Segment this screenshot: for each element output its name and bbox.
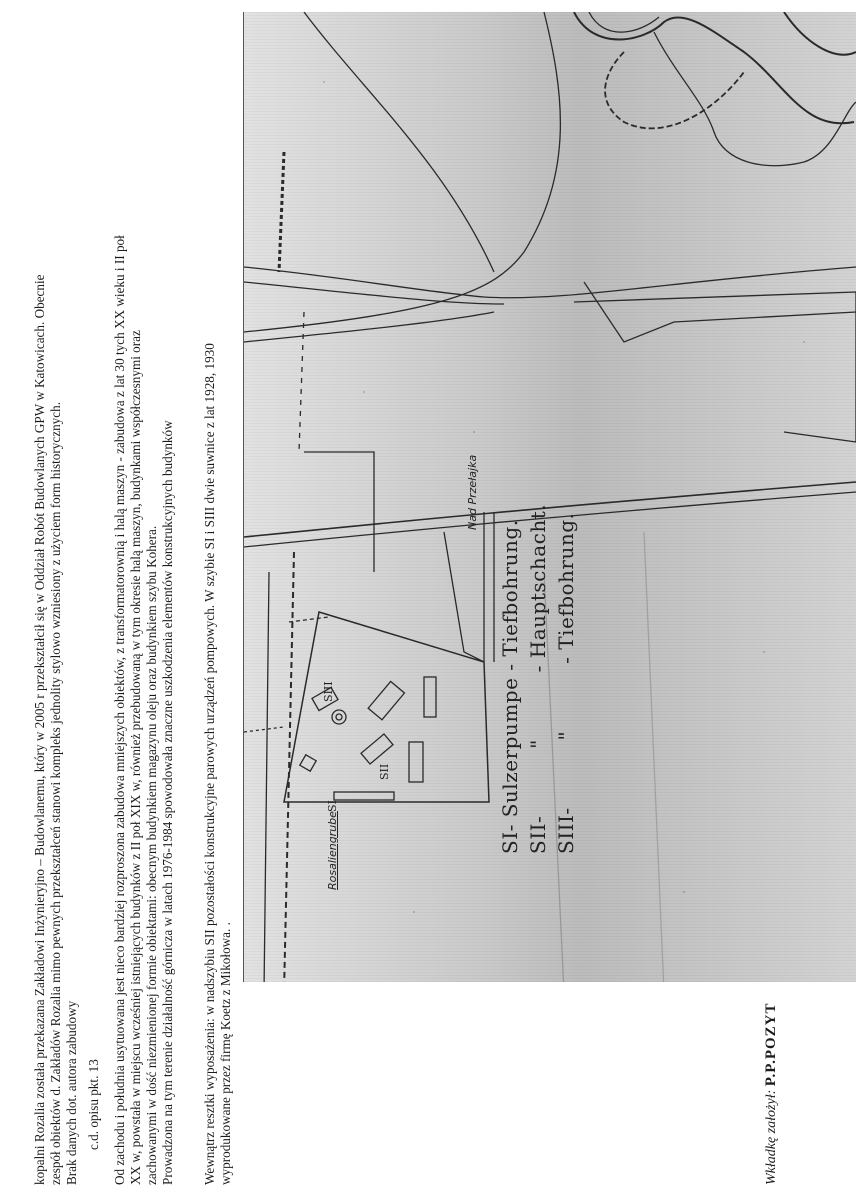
shaft-mark-s1: SI (326, 800, 339, 812)
legend-dash: - (554, 656, 578, 664)
legend-desc: Tiefbohrung. (554, 512, 578, 650)
stamp-label: Wkładkę założył: (764, 1089, 779, 1185)
ref-line: c.d. opisu pkt. 13 (86, 1059, 101, 1150)
legend-dash: - (498, 663, 522, 671)
text-line: wyprodukowane przez firmę Koetz z Mikołowa. . (218, 922, 233, 1185)
legend-dash: - (526, 665, 550, 673)
text-line: XX w, powstała w miejscu wcześniej istniejących budynków z II poł XIX w, również przebudowaną w tym okresie halą maszyn, budynkami współczesnymi oraz (128, 330, 143, 1185)
text-line: Od zachodu i południa usytuowana jest nieco bardziej rozproszona zabudowa mniejszych obiektów, z transformatorownią i halą maszyn - zabudowa z lat 30 tych XX wieku i II poł (112, 235, 127, 1185)
site-label: Rosaliengrube (326, 811, 339, 890)
legend-name: " (526, 739, 550, 749)
text-line: Wewnątrz resztki wyposażenia: w nadszybiu SII pozostałości konstrukcyjne parowych urządzeń pompowych. W szybie SI i SIII dwie suwnice z lat 1928, 1930 (202, 343, 217, 1185)
text-line: Prowadzona na tym terenie działalność górnicza w latach 1976-1984 spowodowała znaczne uszkodzenia elementów konstrukcyjnych budynków (160, 420, 175, 1185)
legend-name: " (554, 730, 578, 741)
site-map (243, 12, 856, 982)
legend-desc: Tiefbohrung. (498, 519, 522, 657)
legend-code: SII- (526, 815, 550, 854)
stamp-name: P.P.POZYT (763, 1002, 779, 1087)
stamp (763, 1003, 780, 1186)
text-line: zachowanymi w dość niezmienionej formie obiektami: obecnym budynkiem magazynu oleju oraz budynkiem szybu Kohera. (144, 525, 159, 1185)
legend-name: Sulzerpumpe (498, 677, 522, 818)
legend-desc: Hauptschacht. (526, 503, 550, 659)
paragraph-2 (112, 235, 176, 1185)
legend-row-2 (526, 504, 550, 854)
text-line: kopalni Rozalia została przekazana Zakładowi Inżynieryjno – Budowlanemu, który w 2005 r przekształcił się w Oddział Robót Budowlanych GPW w Katowicach. Obecnie (32, 274, 47, 1185)
shaft-mark-s3: SIII (322, 681, 335, 702)
legend-code: SI- (498, 824, 522, 854)
paragraph-1 (32, 274, 80, 1185)
paragraph-3 (202, 343, 234, 1185)
text-line: zespół obiektów d. Zakładów Rozalia mimo pewnych przekształceń stanowi kompleks jednolity stylowo wzniesiony z użyciem form historycznych. (48, 402, 63, 1185)
text-line: Brak danych dot. autora zabudowy (64, 1000, 79, 1185)
legend-row-3 (554, 513, 578, 854)
legend-row-1 (498, 519, 522, 854)
road-label: Nad Przełajka (466, 454, 479, 530)
legend-code: SIII- (554, 807, 578, 854)
shaft-mark-s2: SII (378, 763, 391, 780)
